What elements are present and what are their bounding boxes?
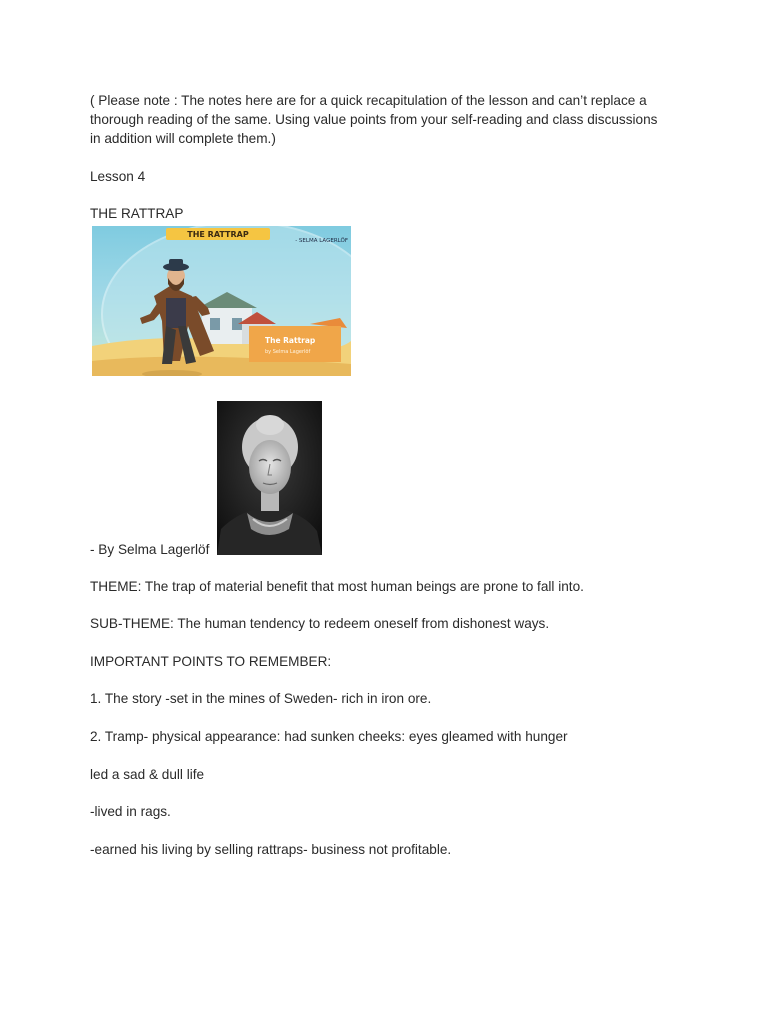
disclaimer-line-1: ( Please note : The notes here are for a quick recapitulation of the lesson and can’t replace a (90, 93, 647, 108)
point-item: -lived in rags. (90, 804, 171, 819)
disclaimer-note (90, 91, 690, 148)
point-item: 1. The story -set in the mines of Sweden- rich in iron ore. (90, 691, 432, 706)
author-portrait-image (217, 401, 322, 555)
theme-text: THEME: The trap of material benefit that most human beings are prone to fall into. (90, 579, 584, 594)
point-item: led a sad & dull life (90, 767, 205, 782)
cover-banner-author: - SELMA LAGERLÖF (295, 238, 348, 244)
disclaimer-line-2: thorough reading of the same. Using value points from your self-reading and class discussions (90, 112, 658, 127)
disclaimer-line-3: in addition will complete them.) (90, 131, 276, 146)
point-item: 2. Tramp- physical appearance: had sunken cheeks: eyes gleamed with hunger (90, 729, 568, 744)
rattrap-cover-image (92, 226, 351, 376)
cover-banner-title: THE RATTRAP (187, 230, 249, 239)
lesson-label: Lesson 4 (90, 169, 146, 184)
author-byline: - By Selma Lagerlöf (90, 542, 210, 557)
chapter-title: THE RATTRAP (90, 206, 184, 221)
sub-theme-text: SUB-THEME: The human tendency to redeem oneself from dishonest ways. (90, 616, 550, 631)
points-heading: IMPORTANT POINTS TO REMEMBER: (90, 654, 332, 669)
cover-card-author: by Selma Lagerlöf (265, 349, 311, 355)
cover-card-title: The Rattrap (265, 336, 316, 345)
point-item: -earned his living by selling rattraps- business not profitable. (90, 842, 452, 857)
